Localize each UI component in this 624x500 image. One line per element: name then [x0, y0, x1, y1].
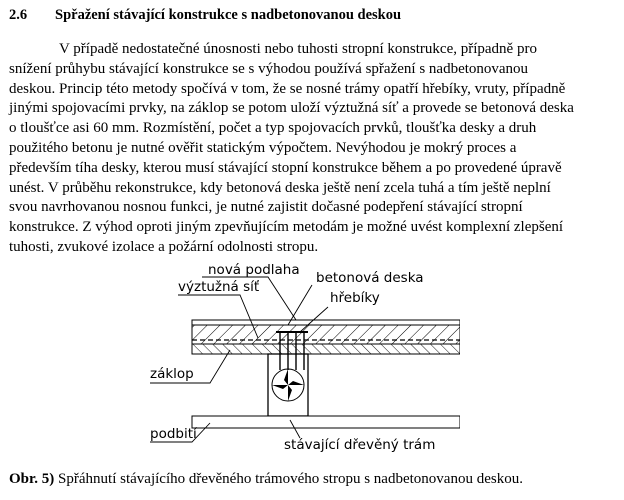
paragraph-line: především tíha desky, kterou musí stávající stopní konstrukce během a po provedené úpravě [9, 159, 562, 176]
label-timber-beam: stávající dřevěný trám [284, 437, 436, 453]
caption-label: Obr. 5) [9, 471, 55, 487]
paragraph-line: použitého betonu je nutné ověřit statickým výpočtem. Nevýhodou je mokrý proces a [9, 139, 517, 156]
boarding-layer [192, 344, 460, 354]
new-floor-layer [192, 320, 460, 325]
label-concrete-slab: betonová deska [316, 270, 424, 286]
paragraph-line: tuhosti, zvukové izolace a požární odolnosti stropu. [9, 238, 319, 255]
floor-section-figure [140, 252, 460, 457]
section-number: 2.6 [9, 7, 28, 23]
label-nails: hřebíky [330, 290, 380, 306]
label-reinforcement-mesh: výztužná síť [178, 279, 260, 295]
paragraph-line: o tloušťce asi 60 mm. Rozmístění, počet a typ spojovacích prvků, tloušťka desky a druh [9, 120, 537, 137]
body-paragraph [9, 40, 609, 258]
paragraph-line: unést. V průběhu rekonstrukce, kdy betonová deska ještě není zcela tuhá a tím ještě neplní [9, 179, 551, 196]
caption-text: Spřáhnutí stávajícího dřevěného trámového stropu s nadbetonovanou deskou. [54, 471, 523, 487]
paragraph-line: deskou. Princip této metody spočívá v tom, že se nosné trámy opatří hřebíky, vruty, případně [9, 80, 566, 97]
paragraph-line: konstrukce. Z výhod oproti jiným zpevňujícím metodám je možné uvést komplexní zlepšení [9, 219, 564, 236]
paragraph-line: svou navrhovanou nosnou funkci, je nutné zajistit dočasné podepření stávající stropní [9, 199, 523, 216]
section-title: Spřažení stávající konstrukce s nadbetonovanou deskou [55, 7, 402, 23]
concrete-slab [192, 325, 460, 344]
paragraph-line: snížení průhybu stávající konstrukce se s výhodou používá spřažení s nadbetonovanou [9, 60, 529, 77]
paragraph-line: V případě nedostatečné únosnosti nebo tuhosti stropní konstrukce, případně pro [59, 41, 537, 57]
figure-caption [9, 471, 523, 488]
ceiling-boarding [192, 416, 460, 428]
label-new-floor: nová podlaha [208, 262, 300, 278]
section-heading [9, 7, 401, 24]
paragraph-line: jinými spojovacími prvky, na záklop se potom uloží výztužná síť a provede se betonová deska [9, 100, 574, 117]
label-ceiling-boarding: podbití [150, 426, 197, 442]
label-boarding: záklop [150, 366, 194, 382]
